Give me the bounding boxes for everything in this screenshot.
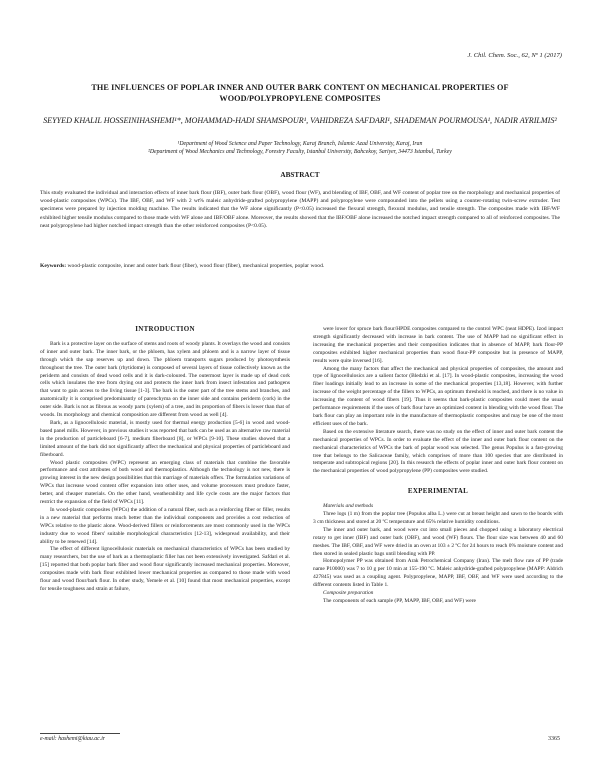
intro-paragraph: Among the many factors that affect the mechanical and physical properties of composites, the amount and type of lignocellulosics are a salient factor (Bledzki et al. [17]. In wood-plastic composites, increasing the wood fiber loadings initially lead to an increase in some of the mechanical properties [13,18]. However, with further increase of the weight percentage of the fillers to WPCs, an optimum threshold is reached, and there is no value in increasing the content of wood fibers [19]. Thus it seems that bark-plastic composites could meet the usual performance requirements if the uses of bark flour have an optimized content in blending with the wood flour. The bark flour can play an important role in the manufacture of thermoplastic composites and may be one of the most efficient uses of the bark. <box>313 365 563 427</box>
method-paragraph: Three logs (1 m) from the poplar tree (Populus alba L.) were cut at breast height and sawn to the boards with 3 cm thickness and stored at 20 ºC temperature and 65% relative humidity conditions. <box>313 511 563 525</box>
experimental-heading: EXPERIMENTAL <box>407 487 469 496</box>
intro-paragraph: Based on the extensive literature search, there was no study on the effect of inner and outer bark content the mechanical properties of WPCs. In order to evaluate the effect of the inner and outer bark flour content on the mechanical characteristics of WPCs the bark of poplar wood was selected. The genus Populus is a fast-growing tree that belongs to the Salicaceae family, which comprises of more than 100 species that are distributed in temperate and subtropical regions [20]. In this research the effects of poplar inner and outer bark flour content on the mechanical properties of wood polypropylene (PP) composites were studied. <box>313 428 563 475</box>
intro-paragraph: In wood-plastic composites (WPCs) the addition of a natural fiber, such as a reinforcing fiber or filler, results in a new material that performs much better than the individual components and provides a cost reduction of WPCs relative to the plastic alone. Wood-derived fillers or reinforcements are most commonly used in the WPCs industry due to wood fibers' suitable morphological characteristics [12-13], widespread availability, and their ability to be renewed [14]. <box>40 506 290 545</box>
introduction-heading: INTRODUCTION <box>135 325 195 333</box>
keywords-text: wood-plastic composite, inner and outer bark flour (fiber), wood flour (fiber), mechanical properties, poplar wood. <box>67 263 325 269</box>
intro-paragraph: were lower for spruce bark flour/HPDE composites compared to the control WPC (neat HDPE). Izod impact strength significantly decreased with increase in bark content. The use of MAPP had no significant effect in increasing the mechanical properties and their composition indicates that in absence of MAPP, bark flour-PP composites exhibited higher mechanical properties than wood flour-PP composite but in presence of MAPP, results were quite inversed [16]. <box>313 326 563 364</box>
keywords <box>40 262 560 270</box>
affiliation-1: ¹Department of Wood Science and Paper Technology, Karaj Branch, Islamic Azad University, Karaj, Iran <box>177 141 423 147</box>
intro-paragraph: Bark is a protective layer on the surface of stems and roots of woody plants. It overlays the wood and consists of inner and outer bark. The inner bark, or the phloem, has xylem and phloem and is a narrow layer of tissue through which the sap reserves up and down. The phloem transports sugars produced by photosynthesis throughout the tree. The outer bark (rhytidome) is composed of several layers of tissue collectively known as the periderm and consists of dead wood cells and it is dark-coloured. The outermost layer is made up of dead cork cells which insulates the tree from drying out and protects the inner bark from insect infestation and pathogens that want to gain access to the living tissue [1-3]. The bark is the outer part of the tree stems and branches, and anatomically it is comprised predominantly of parenchyma on the inner side and contains periderm (cork) in the outer side. Bark is not as fibrous as woody parts (xylem) of a tree, and its proportion of fibers is lower than that of woods. Its morphology and chemical composition are different from wood as well [4]. <box>40 340 290 419</box>
paper-title: THE INFLUENCES OF POPLAR INNER AND OUTER BARK CONTENT ON MECHANICAL PROPERTIES OF WOOD/POLYPROPYLENE COMPOSITES <box>91 83 509 103</box>
intro-paragraph: Bark, as a lignocellulosic material, is mostly used for thermal energy production [5-6] in wood and wood-based panel mills. However, in previous studies it was reported that bark can be used as an alternative raw material in the production of particleboard [6-7], medium fiberboard [8], or WPCs [9-10]. These studies showed that a limited amount of the bark did not significantly affect the mechanical and physical properties of particleboard and fiberboard. <box>40 419 290 458</box>
composite-prep-subheading: Composite preparation <box>323 590 374 597</box>
intro-paragraph: The effect of different lignocellulosic materials on mechanical characteristics of WPCs has been studied by many researchers, but the use of bark as a thermoplastic filler has not been extensively investigated. Safdari et al. [15] reported that both poplar bark fiber and wood flour significantly increased mechanical properties. Moreover, composites made with bark flour exhibited lower mechanical properties as compared to those made with wood flour and wood flour/bark flour. In other study, Yemele et al. [10] found that most mechanical properties, except for tensile toughness and strain at failure, <box>40 546 290 592</box>
journal-citation: J. Chil. Chem. Soc., 62, Nº 1 (2017) <box>467 52 562 59</box>
method-paragraph: The inner and outer bark, and wood were cut into small pieces and chopped using a laboratory electrical rotary to get inner (IBF) and outer bark (OBF), and wood (WF) flours. The flour size was between 40 and 60 meshes. The IBF, OBF, and WF were dried in an oven at 103 ± 2 ºC for 24 hours to reach 0% moisture content and then stored in sealed plastic bags until blending with PP. <box>313 526 563 557</box>
left-column <box>40 326 290 594</box>
abstract-heading: ABSTRACT <box>280 171 320 179</box>
affiliation-2: ²Department of Wood Mechanics and Technology, Forestry Faculty, Istanbul University, Bahcekoy, Sariyer, 34473 Istanbul, Turkey <box>148 149 452 155</box>
affiliations <box>40 140 560 156</box>
page-number: 3365 <box>548 736 560 742</box>
right-column <box>313 326 563 606</box>
footnote-rule <box>40 733 120 734</box>
abstract-text: This study evaluated the individual and interaction effects of inner bark flour (IBF), outer bark flour (OBF), wood flour (WF), and blending of IBF, OBF, and WF content of poplar tree on the morphology and mechanical properties of wood-plastic composites (WPCs). The IBF, OBF, and WF with 2 wt% maleic anhydride-grafted polypropylene (MAPP) and polypropylene were compounded into the pellets using a counter-rotating twin-screw extruder. Test specimens were prepared by injection molding machine. The results indicated that the WF alone significantly (P<0.05) increased the flexural strength, flexural modulus, and tensile strength. The composites made with IBF/WF exhibited higher tensile modulus compared to those made with WF alone and IBF/OBF alone. Moreover, the results showed that the IBF/OBF alone increased the notched impact strength compared to all of reinforced composites. The neat polypropylene had higher notched impact strength than the other reinforced composites (P<0.05). <box>40 190 560 229</box>
author-list: SEYYED KHALIL HOSSEINIHASHEMI¹*, MOHAMMAD-HADI SHAMSPOUR¹, VAHIDREZA SAFDARI¹, SHADEMAN POURMOUSA¹, NADIR AYRILMIS² <box>43 116 557 125</box>
materials-subheading: Materials and methods <box>323 503 374 510</box>
corresponding-email: e-mail: hashemi@kiau.ac.ir <box>40 736 106 742</box>
intro-paragraph: Wood plastic composites (WPC) represent an emerging class of materials that combine the favorable performance and cost attributes of both wood and thermoplastics. Although the technology is not new, there is growing interest in the new design possibilities that this marriage of materials offers. The formulation variations of WPCs that increase wood content offer expansion into other uses, and volume processors must produce faster, better, and cheaper materials. On the other hand, weatherability and life cycle costs are the major factors that restrict the expansion of the field of WPCs [11]. <box>40 459 290 506</box>
method-paragraph: The components of each sample (PP, MAPP, IBF, OBF, and WF) were <box>323 598 476 604</box>
method-paragraph: Homopolymer PP was obtained from Arak Petrochemical Company (Iran). The melt flow rate of PP (trade name P10000) was 7 to 10 g per 10 min at 155-190 ºC. Maleic anhydride-grafted polypropylene (MAPP: Aldrich 427845) was used as a coupling agent. Polypropylene, MAPP, IBF, OBF, and WF were used according to the different contents listed in Table 1. <box>313 558 563 589</box>
keywords-label: Keywords: <box>40 263 67 269</box>
